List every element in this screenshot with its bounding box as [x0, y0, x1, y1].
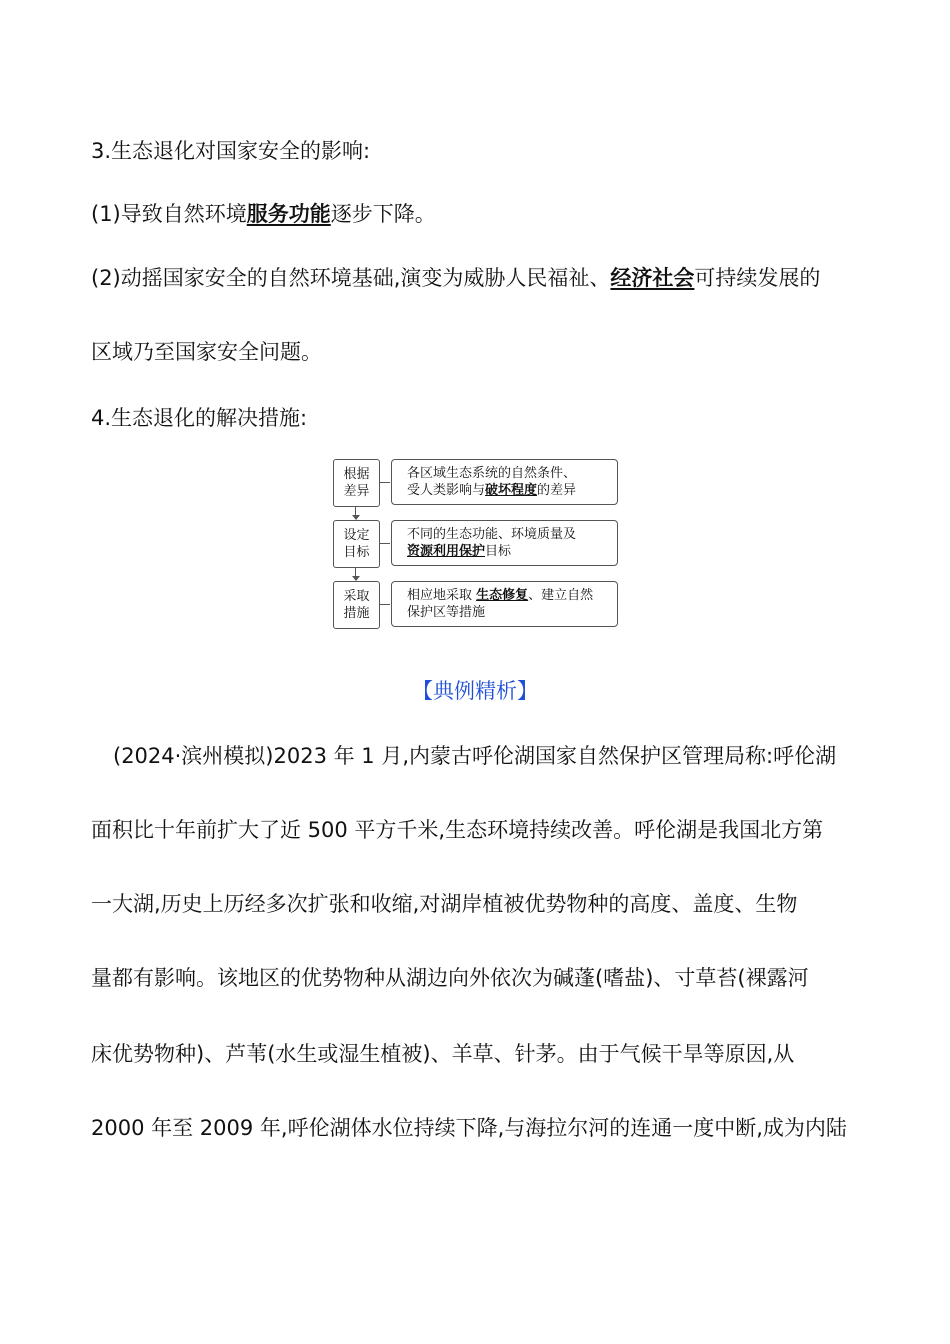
step-1-description: 各区域生态系统的自然条件、 受人类影响与破坏程度的差异 — [391, 459, 618, 505]
item-2-prefix: (2)动摇国家安全的自然环境基础,演变为威胁人民福祉、 — [91, 266, 611, 290]
step-2-keyword: 资源利用保护 — [407, 544, 486, 559]
step-1-label: 根据 差异 — [333, 459, 380, 507]
step-2-connector — [380, 543, 390, 544]
step-3-label: 采取 措施 — [333, 581, 380, 629]
section-3-item-2-line-2: 区域乃至国家安全问题。 — [91, 340, 322, 364]
example-heading: 【典例精析】 — [412, 679, 538, 703]
item-1-prefix: (1)导致自然环境 — [91, 202, 247, 226]
example-line-2: 面积比十年前扩大了近 500 平方千米,生态环境持续改善。呼伦湖是我国北方第 — [91, 818, 824, 842]
measures-flow-diagram — [330, 457, 622, 632]
item-2-suffix: 可持续发展的 — [694, 266, 821, 290]
section-4-title: 4.生态退化的解决措施: — [91, 406, 308, 430]
item-1-keyword: 服务功能 — [246, 202, 331, 226]
step-2-label: 设定 目标 — [333, 520, 380, 568]
step-3-description: 相应地采取 生态修复、建立自然 保护区等措施 — [391, 581, 618, 627]
step-3-connector — [380, 604, 390, 605]
step-1-connector — [380, 482, 390, 483]
section-3-item-2 — [91, 263, 820, 293]
section-3-item-1 — [91, 199, 436, 229]
item-2-keyword: 经济社会 — [610, 266, 695, 290]
example-line-3: 一大湖,历史上历经多次扩张和收缩,对湖岸植被优势物种的高度、盖度、生物 — [91, 892, 798, 916]
step-1-keyword: 破坏程度 — [485, 483, 538, 498]
example-line-4: 量都有影响。该地区的优势物种从湖边向外依次为碱蓬(嗜盐)、寸草苔(裸露河 — [91, 966, 809, 990]
example-line-6: 2000 年至 2009 年,呼伦湖体水位持续下降,与海拉尔河的连通一度中断,成为内陆 — [91, 1116, 847, 1140]
example-line-1: (2024·滨州模拟)2023 年 1 月,内蒙古呼伦湖国家自然保护区管理局称:呼伦湖 — [113, 744, 837, 768]
section-3-title: 3.生态退化对国家安全的影响: — [91, 139, 371, 163]
item-1-suffix: 逐步下降。 — [330, 202, 436, 226]
example-line-5: 床优势物种)、芦苇(水生或湿生植被)、羊草、针茅。由于气候干旱等原因,从 — [91, 1042, 795, 1066]
step-3-keyword: 生态修复 — [476, 588, 529, 603]
step-2-description: 不同的生态功能、环境质量及 资源利用保护目标 — [391, 520, 618, 566]
